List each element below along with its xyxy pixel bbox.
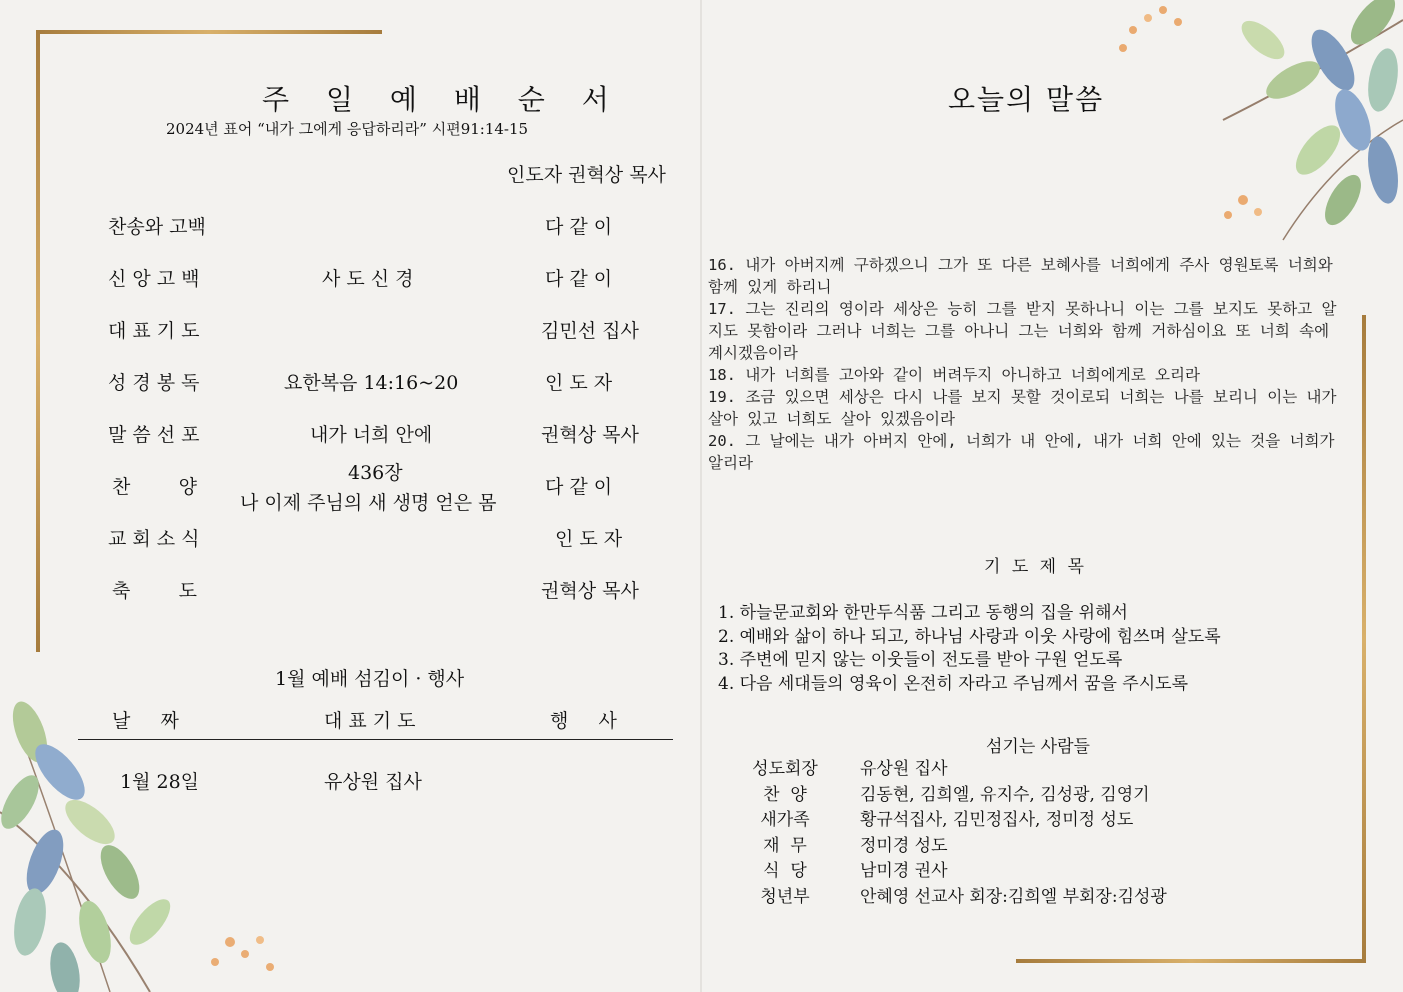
server-names: 안혜영 선교사 회장:김희엘 부회장:김성광 xyxy=(860,886,1167,907)
order-person: 인 도 자 xyxy=(545,372,613,394)
order-item: 신 앙 고 백 xyxy=(108,268,200,290)
page-title: 주 일 예 배 순 서 xyxy=(262,83,623,116)
server-names: 유상원 집사 xyxy=(860,759,948,779)
order-content-hymn: 나 이제 주님의 새 생명 얻은 몸 xyxy=(240,492,497,514)
order-item: 찬 양 xyxy=(112,476,198,498)
server-names: 정미경 성도 xyxy=(860,835,948,856)
verse: 18. 내가 너희를 고아와 같이 버려두지 아니하고 너희에게로 오리라 xyxy=(708,366,1200,384)
order-item: 찬송와 고백 xyxy=(108,216,206,238)
server-role: 찬 양 xyxy=(763,784,807,805)
server-row xyxy=(740,783,1167,809)
server-names: 남미경 권사 xyxy=(860,861,948,881)
server-role: 청년부 xyxy=(760,886,810,907)
order-item: 축 도 xyxy=(112,580,198,602)
server-role: 식 당 xyxy=(763,861,807,881)
order-item: 대 표 기 도 xyxy=(108,320,200,342)
scripture-text xyxy=(708,254,1340,474)
order-person: 권혁상 목사 xyxy=(541,424,639,446)
servers-list xyxy=(740,757,1167,910)
table-header-event: 행 사 xyxy=(550,710,617,732)
scripture-title: 오늘의 말씀 xyxy=(948,83,1105,116)
gold-frame-top-left xyxy=(36,30,382,34)
leader-line: 인도자 권혁상 목사 xyxy=(507,164,666,186)
order-content: 내가 너희 안에 xyxy=(310,424,433,446)
year-motto: 2024년 표어 “내가 그에게 응답하리라” 시편91:14-15 xyxy=(166,120,529,138)
gold-frame-right xyxy=(1362,315,1366,963)
order-content: 사 도 신 경 xyxy=(322,268,414,290)
verse: 19. 조금 있으면 세상은 다시 나를 보지 못할 것이로되 너희는 나를 보리니 이는 내가 살아 있고 너희도 살아 있겠음이라 xyxy=(708,388,1337,428)
prayer-title: 기 도 제 목 xyxy=(984,557,1087,577)
order-item: 교 회 소 식 xyxy=(108,528,200,550)
order-item: 성 경 봉 독 xyxy=(108,372,200,394)
table-header-date: 날 짜 xyxy=(112,710,179,732)
prayer-item: 4. 다음 세대들의 영육이 온전히 자라고 주님께서 꿈을 주시도록 xyxy=(718,673,1188,694)
server-role: 새가족 xyxy=(760,810,810,830)
order-person: 다 같 이 xyxy=(545,476,613,498)
order-person: 다 같 이 xyxy=(545,268,613,290)
verse: 17. 그는 진리의 영이라 세상은 능히 그를 받지 못하나니 이는 그를 보지도 못하고 알지도 못함이라 그러나 너희는 그를 아나니 그는 너희와 함께 거하심이요 또 너희 속에 계시겠음이라 xyxy=(708,300,1337,362)
table-header-prayer: 대 표 기 도 xyxy=(324,710,416,732)
server-row xyxy=(740,885,1167,911)
table-cell-date: 1월 28일 xyxy=(120,771,200,793)
verse: 16. 내가 아버지께 구하겠으니 그가 또 다른 보혜사를 너희에게 주사 영원토록 너희와 함께 있게 하리니 xyxy=(708,256,1333,296)
order-item: 말 씀 선 포 xyxy=(108,424,200,446)
server-role: 재 무 xyxy=(763,835,807,856)
prayer-list xyxy=(718,602,1221,696)
prayer-item: 1. 하늘문교회와 한만두식품 그리고 동행의 집을 위해서 xyxy=(718,603,1128,623)
order-person: 김민선 집사 xyxy=(541,320,639,342)
prayer-item: 3. 주변에 믿지 않는 이웃들이 전도를 받아 구원 얻도록 xyxy=(718,650,1123,670)
order-person: 다 같 이 xyxy=(545,216,613,238)
server-role: 성도회장 xyxy=(752,759,818,779)
table-cell-prayer: 유상원 집사 xyxy=(324,771,422,793)
table-rule xyxy=(78,739,673,740)
order-person: 인 도 자 xyxy=(555,528,623,550)
foliage-right-top xyxy=(1103,0,1403,260)
order-content: 요한복음 14:16~20 xyxy=(284,372,459,394)
server-row xyxy=(740,757,1167,783)
gold-frame-left xyxy=(36,30,40,652)
order-content: 436장 xyxy=(348,462,403,484)
order-person: 권혁상 목사 xyxy=(541,580,639,602)
service-title: 1월 예배 섬김이 · 행사 xyxy=(275,668,465,690)
server-names: 김동현, 김희엘, 유지수, 김성광, 김영기 xyxy=(860,784,1150,805)
server-row xyxy=(740,834,1167,860)
verse: 20. 그 날에는 내가 아버지 안에, 너희가 내 안에, 내가 너희 안에 있는 것을 너희가 알리라 xyxy=(708,432,1335,472)
server-names: 황규석집사, 김민정집사, 정미정 성도 xyxy=(860,810,1134,830)
server-row xyxy=(740,808,1167,834)
prayer-item: 2. 예배와 삶이 하나 되고, 하나님 사랑과 이웃 사랑에 힘쓰며 살도록 xyxy=(718,626,1221,647)
servers-title: 섬기는 사람들 xyxy=(986,737,1090,757)
foliage-left-bottom xyxy=(0,692,300,992)
server-row xyxy=(740,859,1167,885)
gold-frame-bottom-right xyxy=(1016,959,1366,963)
